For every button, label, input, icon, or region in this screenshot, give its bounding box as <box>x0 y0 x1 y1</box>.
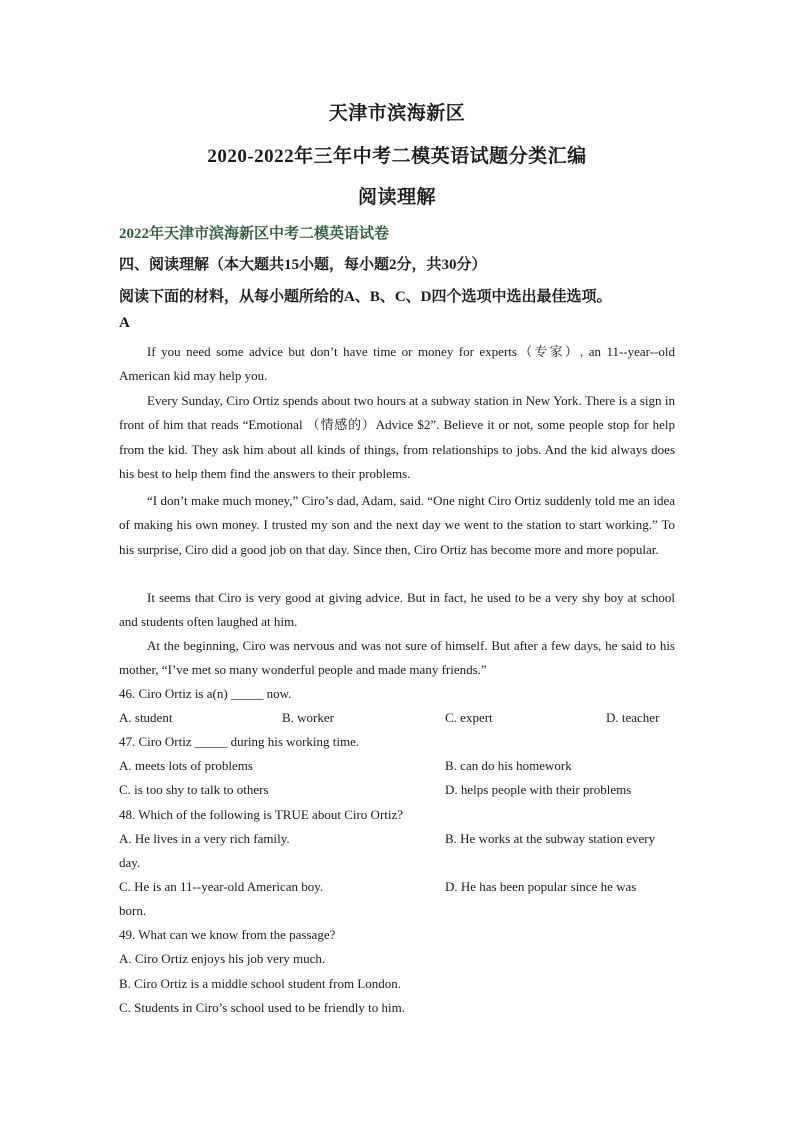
question-48-option-a: A. He lives in a very rich family. <box>119 831 290 846</box>
passage-paragraph-1: If you need some advice but don’t have time or money for experts（专家）, an 11--year--old American kid may help you. <box>119 344 675 384</box>
passage-paragraph-5: At the beginning, Ciro was nervous and was not sure of himself. But after a few days, he said to his mother, “I’ve met so many wonderful people and made many friends.” <box>119 638 675 678</box>
question-48-option-b: B. He works at the subway station every day. <box>119 831 656 870</box>
question-48-option-d: D. He has been popular since he was born. <box>119 879 637 918</box>
passage-letter: A <box>119 315 130 331</box>
question-46-stem: 46. Ciro Ortiz is a(n) _____ now. <box>119 686 292 701</box>
title-line-1: 天津市滨海新区 <box>328 103 466 124</box>
exam-subtitle: 2022年天津市滨海新区中考二模英语试卷 <box>119 226 390 242</box>
question-49-option-b: B. Ciro Ortiz is a middle school student from London. <box>119 976 401 991</box>
instruction-text: 阅读下面的材料，从每小题所给的A、B、C、D四个选项中选出最佳选项。 <box>119 289 612 305</box>
question-46-option-a: A. student <box>119 710 173 725</box>
question-49-stem: 49. What can we know from the passage? <box>119 927 336 942</box>
question-48-option-c: C. He is an 11--year-old American boy. <box>119 879 324 894</box>
question-47-option-b: B. can do his homework <box>445 758 572 773</box>
passage-paragraph-3: “I don’t make much money,” Ciro’s dad, Adam, said. “One night Ciro Ortiz suddenly told me an idea of making his own money. I trusted my son and the next day we went to the station to start working.” To his surprise, Ciro did a good job on that day. Since then, Ciro Ortiz has become more and more popular. <box>119 493 675 557</box>
section-heading: 四、阅读理解（本大题共15小题，每小题2分，共30分） <box>119 257 487 273</box>
question-47-option-c: C. is too shy to talk to others <box>119 782 269 797</box>
question-46-option-b: B. worker <box>282 710 334 725</box>
passage-paragraph-4: It seems that Ciro is very good at giving advice. But in fact, he used to be a very shy boy at school and students often laughed at him. <box>119 590 675 630</box>
question-47-stem: 47. Ciro Ortiz _____ during his working time. <box>119 734 360 749</box>
title-line-2: 2020-2022年三年中考二模英语试题分类汇编 <box>207 146 587 167</box>
question-46-option-d: D. teacher <box>606 710 660 725</box>
question-49-option-c: C. Students in Ciro’s school used to be friendly to him. <box>119 1000 405 1015</box>
question-47-option-d: D. helps people with their problems <box>445 782 632 797</box>
passage-paragraph-2: Every Sunday, Ciro Ortiz spends about two hours at a subway station in New York. There is a sign in front of him that reads “Emotional （情感的）Advice $2”. Believe it or not, some people stop for help from the kid. They ask him about all kinds of things, from relationships to jobs. And the kid always does his best to help them find the answers to their problems. <box>119 393 675 482</box>
question-49-option-a: A. Ciro Ortiz enjoys his job very much. <box>119 951 326 966</box>
question-47-option-a: A. meets lots of problems <box>119 758 253 773</box>
question-48-stem: 48. Which of the following is TRUE about Ciro Ortiz? <box>119 807 404 822</box>
question-46-option-c: C. expert <box>445 710 493 725</box>
title-line-3: 阅读理解 <box>357 187 436 208</box>
